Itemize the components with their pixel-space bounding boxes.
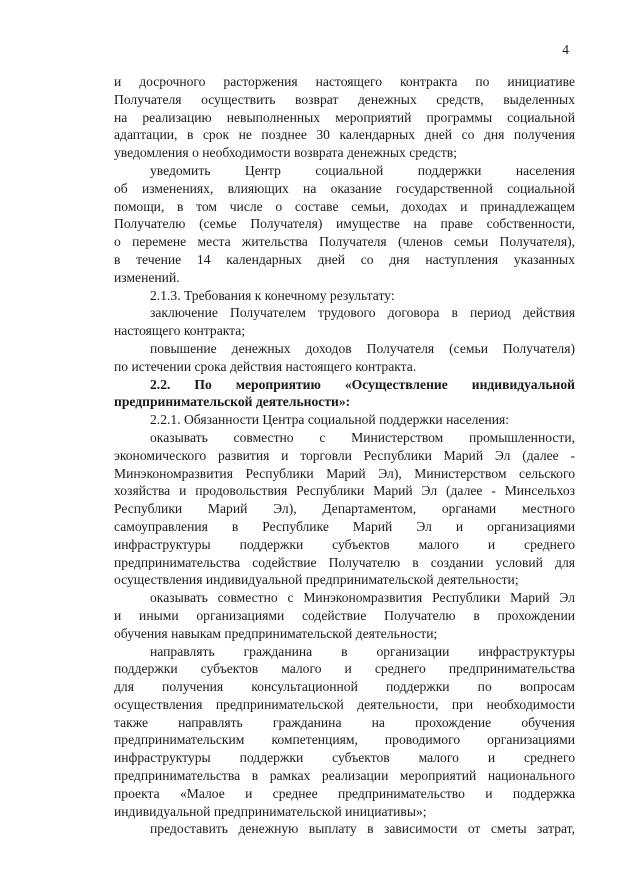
text-line: Республики Марий Эл), Департаментом, органами местного <box>114 501 575 517</box>
text-line: в течение 14 календарных дней со дня наступления указанных <box>114 251 575 267</box>
text-line: обучения навыкам предпринимательской деятельности; <box>114 625 438 641</box>
text-line: по истечении срока действия настоящего контракта. <box>114 358 417 374</box>
text-line: и иными организациями содействие Получателю в прохождении <box>114 607 575 623</box>
text-line: проекта «Малое и среднее предпринимательство и поддержка <box>114 785 575 801</box>
text-line: предпринимательства в рамках реализации мероприятий национального <box>114 768 575 784</box>
text-line: об изменениях, влияющих на оказание государственной социальной <box>114 180 575 196</box>
text-line: хозяйства и продовольствия Республики Марий Эл (далее - Минсельхоз <box>114 483 575 499</box>
text-line: 2.2.1. Обязанности Центра социальной поддержки населения: <box>150 412 510 428</box>
text-line: самоуправления в Республике Марий Эл и организациями <box>114 518 575 534</box>
text-line: уведомить Центр социальной поддержки населения <box>150 162 575 178</box>
text-line: на реализацию невыполненных мероприятий программы социальной <box>114 109 575 125</box>
text-line: заключение Получателем трудового договора в период действия <box>150 305 575 321</box>
text-line: предпринимательства содействие Получателю в создании условий для <box>114 554 575 570</box>
text-line: помощи, в том числе о составе семьи, доходах и принадлежащем <box>114 198 575 214</box>
text-line: инфраструктуры поддержки субъектов малого и среднего <box>114 750 575 766</box>
text-line: 2.1.3. Требования к конечному результату: <box>150 287 395 303</box>
text-line: инфраструктуры поддержки субъектов малого и среднего <box>114 536 575 552</box>
text-line: изменений. <box>114 269 180 285</box>
text-line: 2.2. По мероприятию «Осуществление индивидуальной <box>150 376 575 392</box>
document-body <box>114 73 575 838</box>
text-line: и досрочного расторжения настоящего контракта по инициативе <box>114 74 575 89</box>
text-line: Минэкономразвития Республики Марий Эл), Министерством сельского <box>114 465 575 481</box>
text-line: экономического развития и торговли Республики Марий Эл (далее - <box>114 447 575 463</box>
text-line: Получателя осуществить возврат денежных средств, выделенных <box>114 91 575 107</box>
text-line: индивидуальной предпринимательской инициативы»; <box>114 803 427 819</box>
text-line: поддержки субъектов малого и среднего предпринимательства <box>114 661 575 677</box>
text-line: осуществления индивидуальной предпринимательской деятельности; <box>114 572 519 588</box>
text-line: Получателю (семье Получателя) имуществе на праве собственности, <box>114 216 575 232</box>
text-line: также направлять гражданина на прохождение обучения <box>114 714 575 730</box>
text-line: осуществления предпринимательской деятельности, при необходимости <box>114 696 575 712</box>
text-line: оказывать совместно с Минэкономразвития Республики Марий Эл <box>150 590 575 606</box>
text-line: уведомления о необходимости возврата денежных средств; <box>114 145 457 161</box>
text-line: направлять гражданина в организации инфраструктуры <box>150 643 575 659</box>
text-line: для получения консультационной поддержки по вопросам <box>114 679 575 695</box>
text-line: оказывать совместно с Министерством промышленности, <box>150 429 575 445</box>
text-line: адаптации, в срок не позднее 30 календарных дней со дня получения <box>114 127 575 143</box>
text-line: предпринимательским компетенциям, проводимого организациями <box>114 732 575 748</box>
page-number: 4 <box>562 42 569 57</box>
text-line: о перемене места жительства Получателя (членов семьи Получателя), <box>114 234 575 250</box>
text-line: предпринимательской деятельности»: <box>114 394 351 410</box>
text-line: настоящего контракта; <box>114 323 246 339</box>
text-line: предоставить денежную выплату в зависимости от сметы затрат, <box>150 821 575 837</box>
text-line: повышение денежных доходов Получателя (семьи Получателя) <box>150 340 575 356</box>
